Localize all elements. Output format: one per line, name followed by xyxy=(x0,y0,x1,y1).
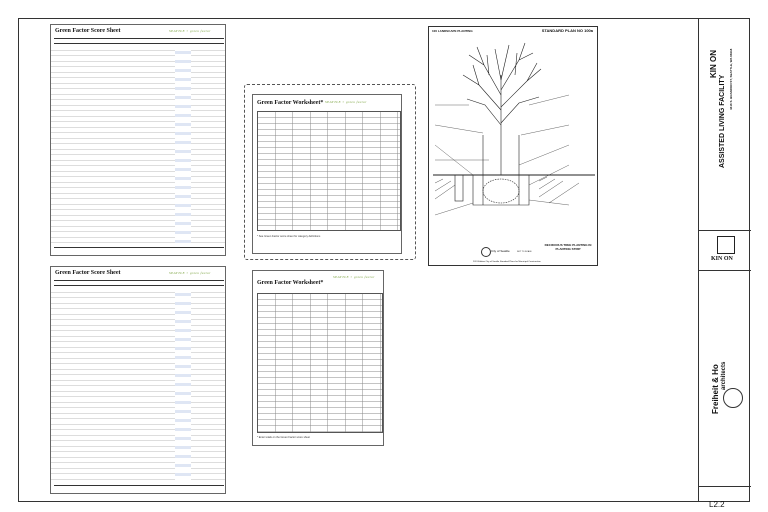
score-sheet-rows xyxy=(51,45,226,245)
architect-name: Freiheit & Ho xyxy=(711,364,720,414)
score-sheet-header-bar xyxy=(54,38,224,44)
score-sheet-bottom xyxy=(50,266,226,494)
score-sheet-top xyxy=(50,24,226,256)
tree-planting-detail xyxy=(428,26,598,266)
architect-seal xyxy=(723,388,743,408)
client-name: KIN ON xyxy=(711,256,733,262)
detail-standard-plan: STANDARD PLAN NO 100a xyxy=(541,28,593,33)
worksheet-note: * See Green Factor score sheet for category definitions xyxy=(257,235,321,238)
project-address: 4416 S. BRANDON ST, SEATTLE, WA 98118 xyxy=(729,48,733,110)
score-sheet-footer-2 xyxy=(54,485,224,493)
worksheet-grid xyxy=(257,111,401,231)
worksheet-brand: SEATTLE × green factor xyxy=(325,100,367,104)
sheet-number: L2.2 xyxy=(709,500,725,509)
detail-scale: NOT TO SCALE xyxy=(517,251,532,253)
score-sheet-value-column xyxy=(175,45,191,243)
detail-city: City of Seattle xyxy=(491,249,510,253)
worksheet-note-2: * Enter totals on the Green Factor score sheet xyxy=(257,436,310,439)
worksheet-brand-2: SEATTLE × green factor xyxy=(333,275,375,279)
architect-sub: architects xyxy=(721,361,727,390)
detail-footer: 2011 Edition City of Seattle Standard Plans for Municipal Construction xyxy=(473,261,541,263)
title-divider-2 xyxy=(699,270,751,271)
worksheet-title-2: Green Factor Worksheet* xyxy=(257,280,324,286)
score-sheet-brand-2: SEATTLE × green factor xyxy=(169,271,211,275)
tree-drawing xyxy=(429,35,598,240)
client-logo xyxy=(717,236,735,254)
score-sheet-title-2: Green Factor Score Sheet xyxy=(55,270,121,276)
detail-city-logo xyxy=(481,247,491,257)
worksheet-bottom xyxy=(252,270,384,446)
detail-title: 100 LANDSCAPE PLANTING xyxy=(432,29,473,33)
worksheet-title: Green Factor Worksheet* xyxy=(257,100,324,106)
score-sheet-value-column-2 xyxy=(175,287,191,481)
worksheet-top xyxy=(252,94,402,254)
score-sheet-header-bar-2 xyxy=(54,280,224,286)
worksheet-grid-2 xyxy=(257,293,383,433)
detail-caption: DECIDUOUS TREE PLANTING IN PLANTING STRIP xyxy=(544,243,592,251)
project-name-line1: KIN ON xyxy=(709,50,718,78)
title-divider-1 xyxy=(699,230,751,231)
score-sheet-rows-2 xyxy=(51,287,226,483)
title-divider-3 xyxy=(699,486,751,487)
title-block xyxy=(698,18,750,509)
score-sheet-footer xyxy=(54,247,224,255)
score-sheet-brand: SEATTLE × green factor xyxy=(169,29,211,33)
project-name-line2: ASSISTED LIVING FACILITY xyxy=(719,74,726,168)
score-sheet-title: Green Factor Score Sheet xyxy=(55,28,121,34)
